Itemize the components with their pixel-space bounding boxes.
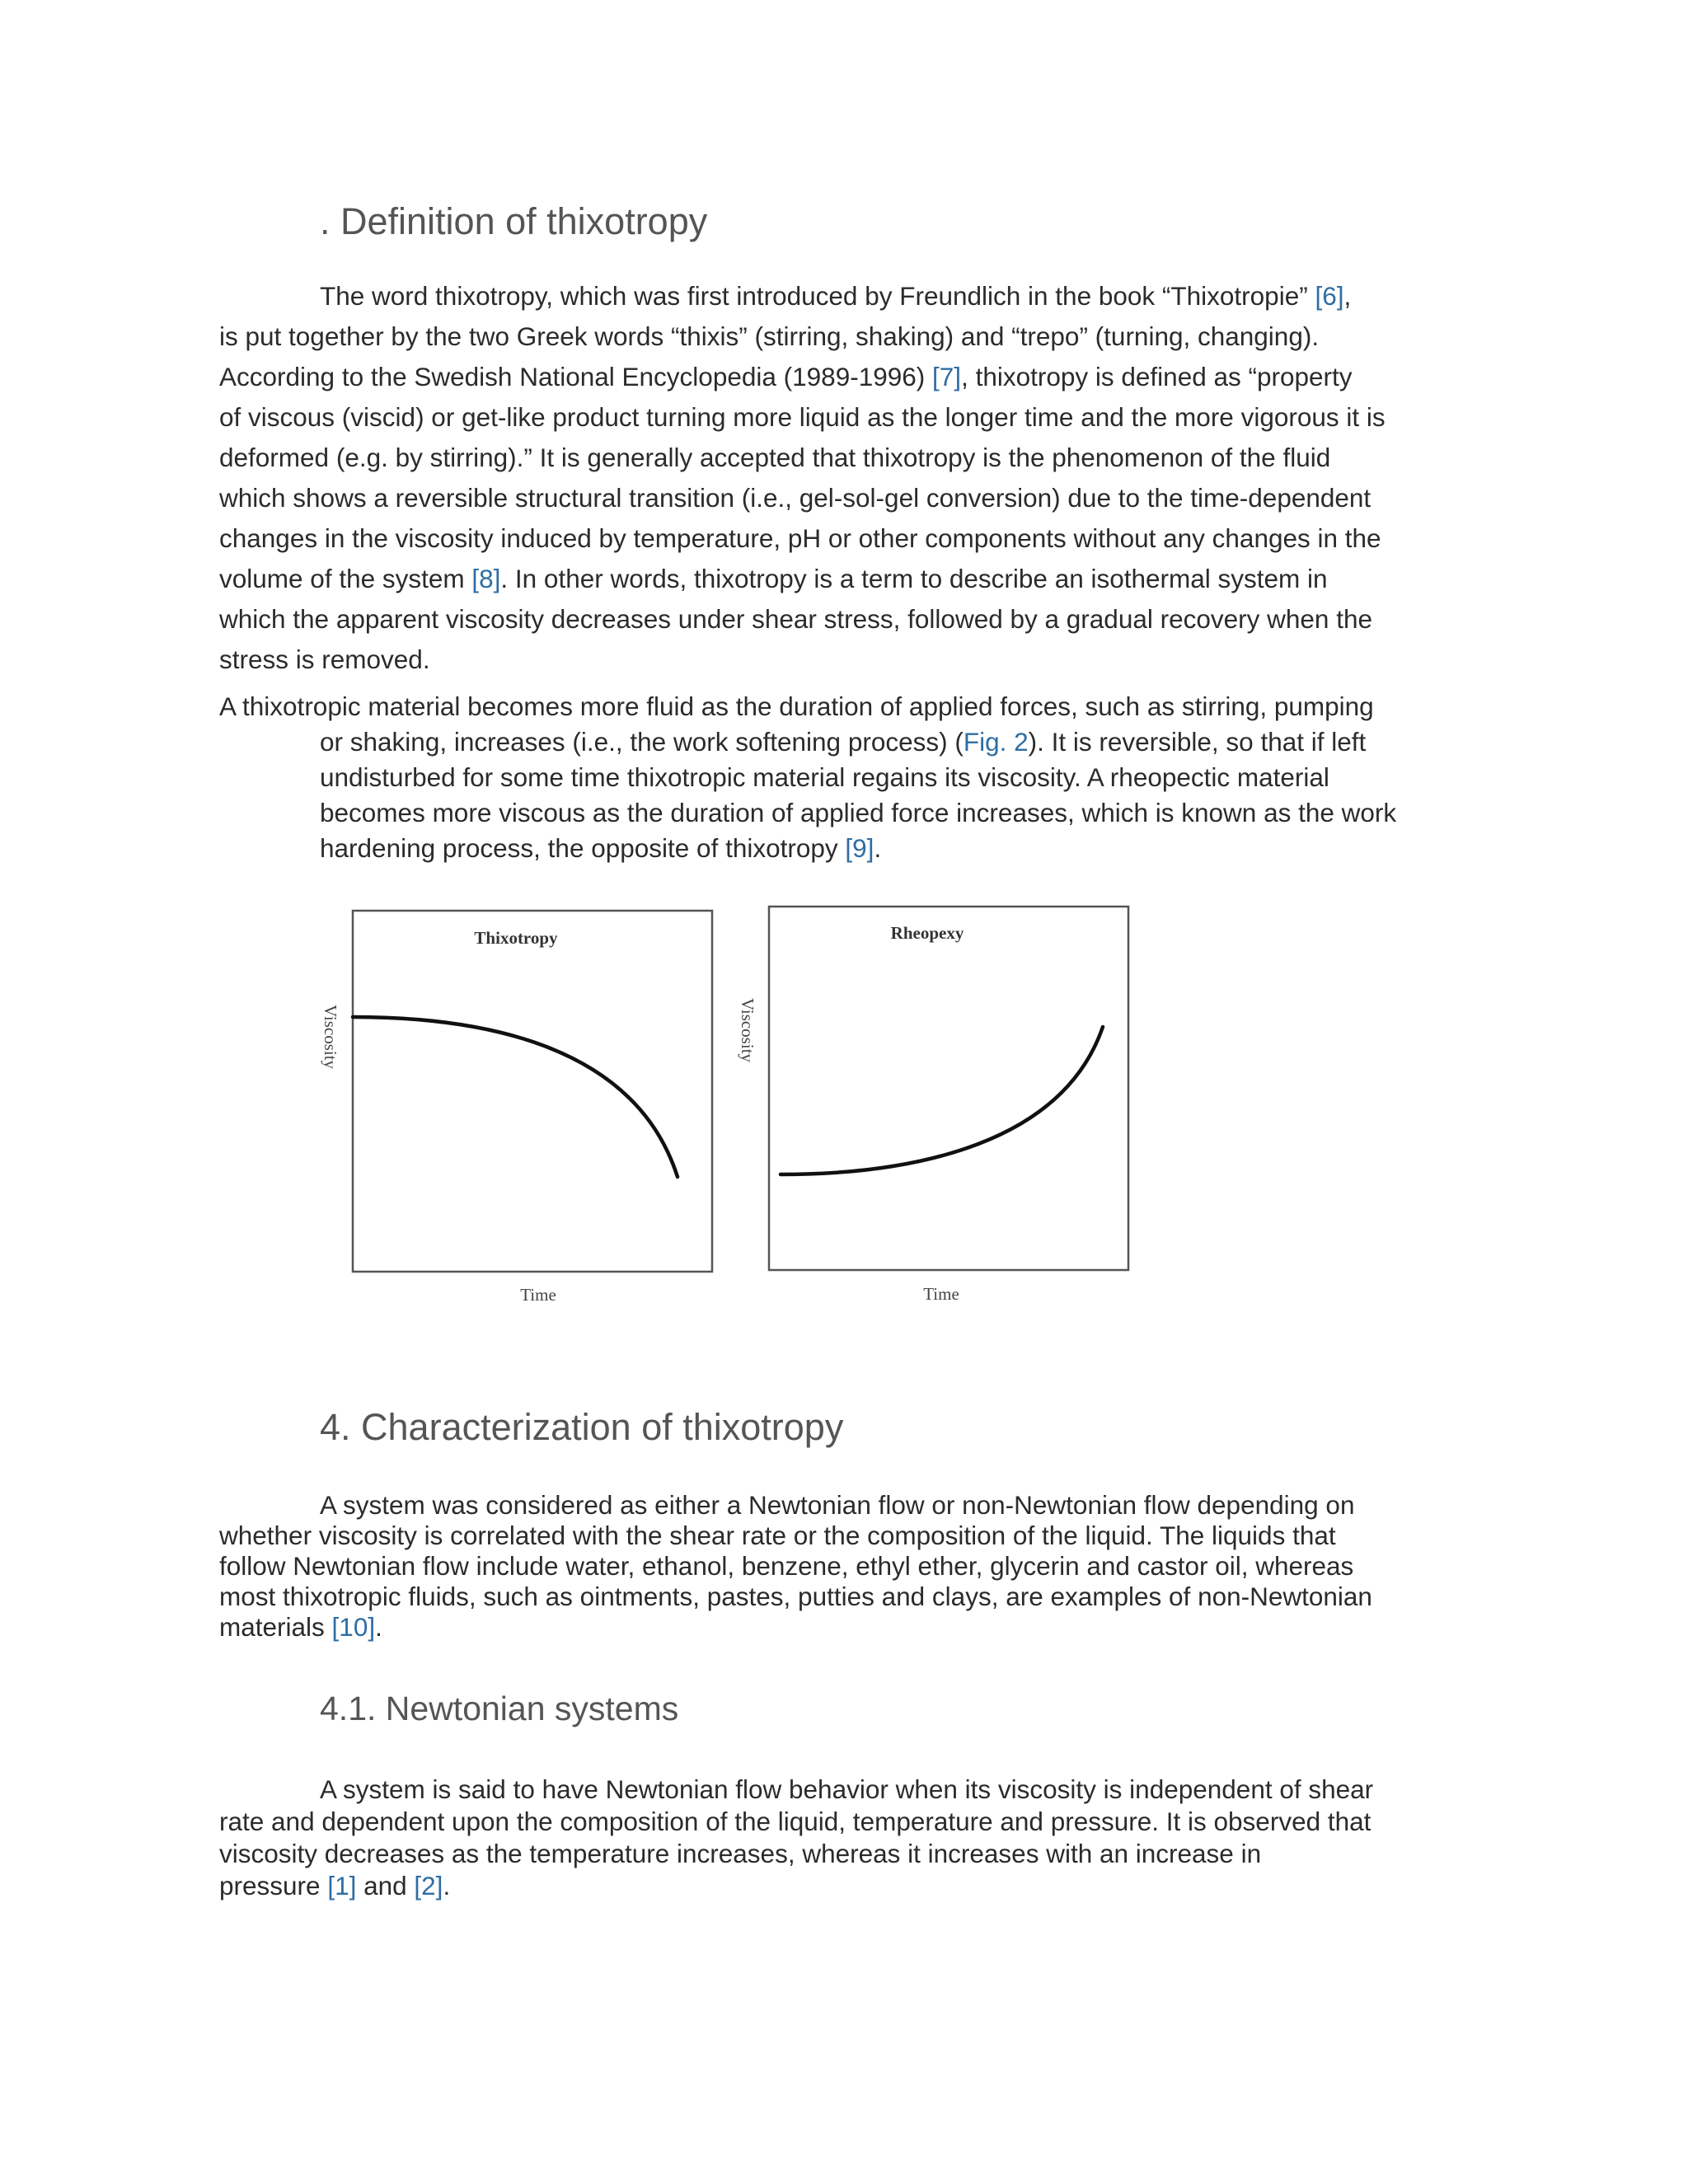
text-line xyxy=(219,1490,1464,1521)
paragraph-characterization xyxy=(219,1490,1464,1643)
citation-link[interactable]: [10] xyxy=(331,1612,376,1642)
citation-link[interactable]: [6] xyxy=(1315,281,1344,311)
thixotropy-xlabel: Time xyxy=(520,1285,556,1305)
thixotropy-title: Thixotropy xyxy=(474,928,558,948)
line-text: becomes more viscous as the duration of applied force increases, which is known as the work xyxy=(320,798,1397,827)
text-line xyxy=(219,1838,1464,1870)
figure-2 xyxy=(313,898,1154,1310)
line-text: pressure xyxy=(219,1871,328,1900)
line-text: materials xyxy=(219,1612,332,1642)
text-line xyxy=(219,438,1464,478)
text-line xyxy=(219,760,1464,795)
line-text: of viscous (viscid) or get-like product turning more liquid as the longer time and the more vigorous it is xyxy=(219,402,1386,432)
line-text: hardening process, the opposite of thixotropy xyxy=(320,833,846,863)
rheopexy-xlabel: Time xyxy=(923,1284,959,1304)
line-text: ). It is reversible, so that if left xyxy=(1028,727,1367,757)
section-heading-definition: . Definition of thixotropy xyxy=(320,200,708,242)
citation-link[interactable]: [2] xyxy=(414,1871,443,1900)
text-line xyxy=(219,795,1464,831)
rheopexy-panel xyxy=(738,907,1128,1304)
line-text: . xyxy=(375,1612,382,1642)
line-text: which the apparent viscosity decreases under shear stress, followed by a gradual recovery when the xyxy=(219,604,1372,634)
line-text: volume of the system xyxy=(219,564,472,593)
line-text: or shaking, increases (i.e., the work softening process) ( xyxy=(320,727,964,757)
line-text: . In other words, thixotropy is a term to describe an isothermal system in xyxy=(500,564,1328,593)
thixotropy-ylabel: Viscosity xyxy=(321,1004,340,1070)
paragraph-definition xyxy=(219,276,1464,680)
line-text: deformed (e.g. by stirring).” It is generally accepted that thixotropy is the phenomenon of the fluid xyxy=(219,443,1331,472)
text-line xyxy=(219,640,1464,680)
section-heading-characterization: 4. Characterization of thixotropy xyxy=(320,1406,844,1448)
line-text: whether viscosity is correlated with the shear rate or the composition of the liquid. The liquids that xyxy=(219,1521,1336,1550)
text-line xyxy=(219,1521,1464,1551)
text-line xyxy=(219,357,1464,397)
text-line xyxy=(219,1582,1464,1612)
text-line xyxy=(219,831,1464,866)
line-text: A system was considered as either a Newtonian flow or non-Newtonian flow depending on xyxy=(320,1490,1355,1520)
subsection-heading-newtonian: 4.1. Newtonian systems xyxy=(320,1690,679,1727)
line-text: which shows a reversible structural transition (i.e., gel‑sol‑gel conversion) due to the time-dependent xyxy=(219,483,1372,513)
line-text: viscosity decreases as the temperature increases, whereas it increases with an increase in xyxy=(219,1839,1262,1868)
figure-2-svg xyxy=(313,898,1154,1310)
line-text: is put together by the two Greek words “thixis” (stirring, shaking) and “trepo” (turning, changing). xyxy=(219,321,1320,351)
citation-link[interactable]: [9] xyxy=(845,833,874,863)
text-line xyxy=(219,1774,1464,1806)
citation-link[interactable]: [7] xyxy=(932,362,962,391)
text-line xyxy=(219,599,1464,640)
line-text: stress is removed. xyxy=(219,644,430,674)
rheopexy-title: Rheopexy xyxy=(890,923,964,943)
line-text: . xyxy=(443,1871,451,1900)
line-text: follow Newtonian flow include water, ethanol, benzene, ethyl ether, glycerin and castor oil, whereas xyxy=(219,1551,1354,1581)
text-line xyxy=(219,724,1464,760)
line-text: changes in the viscosity induced by temperature, pH or other components without any changes in the xyxy=(219,523,1381,553)
text-line xyxy=(219,1870,1464,1902)
line-text: most thixotropic fluids, such as ointments, pastes, putties and clays, are examples of non-Newtonian xyxy=(219,1582,1372,1611)
citation-link[interactable]: Fig. 2 xyxy=(963,727,1029,757)
rheopexy-ylabel: Viscosity xyxy=(738,997,757,1063)
text-line xyxy=(219,559,1464,599)
thixotropy-frame xyxy=(353,911,712,1272)
citation-link[interactable]: [1] xyxy=(327,1871,357,1900)
text-line xyxy=(219,316,1464,357)
thixotropy-panel xyxy=(321,911,712,1305)
line-text: , thixotropy is defined as “property xyxy=(961,362,1353,391)
text-line xyxy=(219,689,1464,724)
thixotropy-curve xyxy=(353,1017,678,1177)
line-text: undisturbed for some time thixotropic material regains its viscosity. A rheopectic material xyxy=(320,762,1329,792)
text-line xyxy=(219,397,1464,438)
line-text: . xyxy=(874,833,882,863)
text-line xyxy=(219,1612,1464,1643)
line-text: , xyxy=(1343,281,1352,311)
rheopexy-frame xyxy=(769,907,1128,1270)
line-text: and xyxy=(356,1871,415,1900)
text-line xyxy=(219,518,1464,559)
line-text: The word thixotropy, which was first introduced by Freundlich in the book “Thixotropie” xyxy=(320,281,1315,311)
citation-link[interactable]: [8] xyxy=(471,564,501,593)
text-line xyxy=(219,1551,1464,1582)
line-text: According to the Swedish National Encyclopedia (1989‑1996) xyxy=(219,362,933,391)
text-line xyxy=(219,1806,1464,1838)
line-text xyxy=(356,1871,450,1900)
paragraph-newtonian xyxy=(219,1774,1464,1902)
paragraph-thixotropic-material xyxy=(219,689,1464,866)
line-text: A system is said to have Newtonian flow behavior when its viscosity is independent of shear xyxy=(320,1774,1374,1804)
line-text: A thixotropic material becomes more fluid as the duration of applied forces, such as stirring, pumping xyxy=(219,691,1374,721)
rheopexy-curve xyxy=(781,1027,1103,1174)
text-line xyxy=(219,478,1464,518)
text-line xyxy=(219,276,1464,316)
line-text: rate and dependent upon the composition of the liquid, temperature and pressure. It is observed that xyxy=(219,1807,1372,1836)
